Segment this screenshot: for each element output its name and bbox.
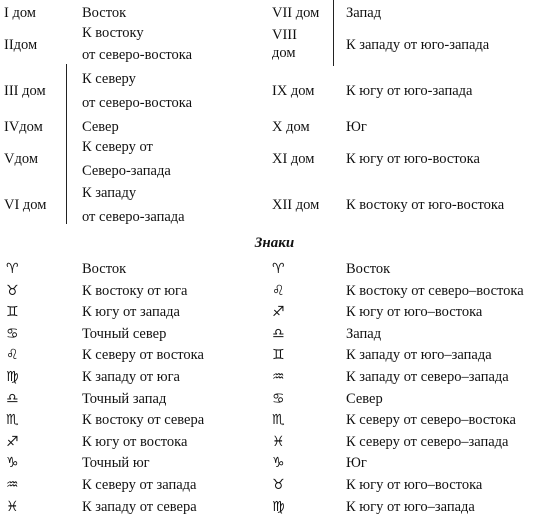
zodiac-sign-icon: ♎ <box>6 390 19 407</box>
sign-direction: К востоку от северо–востока <box>346 282 524 299</box>
house-direction: К югу от юго-востока <box>346 151 480 167</box>
sign-direction: К востоку от севера <box>82 412 205 429</box>
sign-direction: К западу от юго–запада <box>346 347 492 364</box>
zodiac-sign-icon: ♊ <box>272 347 285 364</box>
sign-direction: К югу от запада <box>82 304 180 321</box>
sign-direction: К востоку от юга <box>82 282 188 299</box>
house-direction: К востоку от юго-востока <box>346 197 505 213</box>
sign-direction: К северу от запада <box>82 477 197 493</box>
sign-direction: Север <box>346 390 383 407</box>
zodiac-sign-icon: ♉ <box>6 282 19 299</box>
house-label: XII дом <box>272 197 320 213</box>
zodiac-sign-icon: ♌ <box>272 282 285 299</box>
house-direction: Север <box>82 119 119 135</box>
sign-direction: К югу от востока <box>82 433 188 450</box>
zodiac-sign-icon: ♍ <box>272 498 285 515</box>
house-label: VII дом <box>272 5 320 21</box>
zodiac-sign-icon: ♓ <box>6 498 19 515</box>
signs-heading: Знаки <box>254 235 295 251</box>
zodiac-sign-icon: ♒ <box>6 477 19 493</box>
zodiac-sign-icon: ♋ <box>6 325 19 342</box>
zodiac-sign-icon: ♊ <box>6 304 19 321</box>
sign-direction: Точный север <box>82 325 167 342</box>
sign-direction: Точный запад <box>82 390 167 407</box>
house-label: XI дом <box>272 151 315 167</box>
zodiac-sign-icon: ♒ <box>272 369 285 385</box>
house-label: VIII <box>272 27 297 43</box>
house-label: I дом <box>4 5 36 21</box>
zodiac-sign-icon: ♏ <box>272 412 285 429</box>
house-label: IVдом <box>4 119 43 135</box>
sign-direction: Юг <box>346 455 367 472</box>
column-divider <box>66 64 67 224</box>
zodiac-sign-icon: ♌ <box>6 347 19 364</box>
sign-direction: К северу от востока <box>82 347 204 364</box>
column-divider <box>333 0 334 66</box>
house-direction: К западу <box>82 185 137 201</box>
house-direction: от северо-запада <box>82 209 185 225</box>
zodiac-sign-icon: ♋ <box>272 390 285 407</box>
zodiac-sign-icon: ♐ <box>272 304 285 321</box>
zodiac-sign-icon: ♓ <box>272 433 285 450</box>
house-direction: Северо-запада <box>82 163 171 179</box>
zodiac-sign-icon: ♈ <box>272 261 285 277</box>
sign-direction: Восток <box>346 261 391 277</box>
sign-direction: К югу от юго–востока <box>346 477 483 493</box>
house-label: VI дом <box>4 197 47 213</box>
house-direction: от северо-востока <box>82 47 193 63</box>
zodiac-sign-icon: ♎ <box>272 325 285 342</box>
house-direction: К северу <box>82 71 136 87</box>
house-direction: Запад <box>346 5 382 21</box>
zodiac-sign-icon: ♈ <box>6 261 19 277</box>
house-label: X дом <box>272 119 310 135</box>
zodiac-sign-icon: ♍ <box>6 369 19 385</box>
sign-direction: К западу от северо–запада <box>346 369 509 385</box>
sign-direction: Точный юг <box>82 455 150 472</box>
sign-direction: К северу от северо–востока <box>346 412 516 429</box>
sign-direction: К западу от севера <box>82 498 197 515</box>
house-direction: Юг <box>346 119 367 135</box>
sign-direction: Восток <box>82 261 127 277</box>
house-direction: Восток <box>82 5 127 21</box>
sign-direction: Запад <box>346 325 382 342</box>
zodiac-sign-icon: ♐ <box>6 433 19 450</box>
house-label: дом <box>272 45 296 61</box>
zodiac-sign-icon: ♑ <box>6 455 19 472</box>
house-direction: К западу от юго-запада <box>346 37 490 53</box>
sign-direction: К западу от юга <box>82 369 180 385</box>
house-label: Vдом <box>4 151 38 167</box>
sign-direction: К югу от юго–востока <box>346 304 483 321</box>
zodiac-sign-icon: ♏ <box>6 412 19 429</box>
zodiac-sign-icon: ♉ <box>272 477 285 493</box>
house-label: III дом <box>4 83 46 99</box>
house-direction: от северо-востока <box>82 95 193 111</box>
zodiac-sign-icon: ♑ <box>272 455 285 472</box>
sign-direction: К северу от северо–запада <box>346 433 509 450</box>
house-direction: К югу от юго-запада <box>346 83 473 99</box>
sign-direction: К югу от юго–запада <box>346 498 475 515</box>
house-direction: К северу от <box>82 139 153 155</box>
house-label: IX дом <box>272 83 315 99</box>
house-label: IIдом <box>4 37 38 53</box>
house-direction: К востоку <box>82 25 144 41</box>
